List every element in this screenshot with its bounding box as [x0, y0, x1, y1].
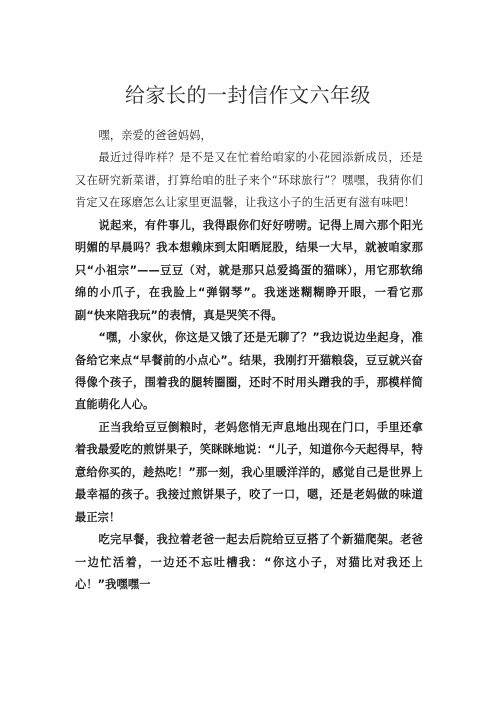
paragraph-3: “嘿，小家伙，你这是又饿了还是无聊了？”我边说边坐起身，准备给它来点“早餐前的小点心”。结果，我刚打开猫粮袋，豆豆就兴奋得像个孩子，围着我的腿转圈圈，还时不时用头蹭我的手，那模样简直能萌化人心。 [75, 331, 423, 412]
greeting-paragraph: 嘿，亲爱的爸爸妈妈， [98, 129, 212, 142]
paragraph-2: 说起来，有件事儿，我得跟你们好好唠唠。记得上周六那个阳光明媚的早晨吗？我本想赖床到太阳晒屁股，结果一大早，就被咱家那只“小祖宗”——豆豆（对，就是那只总爱捣蛋的猫咪），用它那软绵绵的小爪子，在我脸上“弹钢琴”。我迷迷糊糊睁开眼，一看它那副“快来陪我玩”的表情，真是哭笑不得。 [75, 218, 423, 322]
paragraph-4: 正当我给豆豆倒粮时，老妈您悄无声息地出现在门口，手里还拿着我最爱吃的煎饼果子，笑眯眯地说：“儿子，知道你今天起得早，特意给你买的，趁热吃！”那一刻，我心里暖洋洋的，感觉自己是世界上最幸福的孩子。我接过煎饼果子，咬了一口，嗯，还是老妈做的味道最正宗！ [75, 420, 423, 524]
document-title: 给家长的一封信作文六年级 [125, 83, 371, 107]
letter-body [75, 125, 423, 597]
paragraph-1: 最近过得咋样？是不是又在忙着给咱家的小花园添新成员，还是又在研究新菜谱，打算给咱的肚子来个“环球旅行”？嘿嘿，我猜你们肯定又在琢磨怎么让家里更温馨，让我这小子的生活更有滋有味吧！ [75, 151, 423, 210]
paragraph-5: 吃完早餐，我拉着老爸一起去后院给豆豆搭了个新猫爬架。老爸一边忙活着，一边还不忘吐槽我：“你这小子，对猫比对我还上心！”我嘿嘿一 [75, 533, 423, 592]
